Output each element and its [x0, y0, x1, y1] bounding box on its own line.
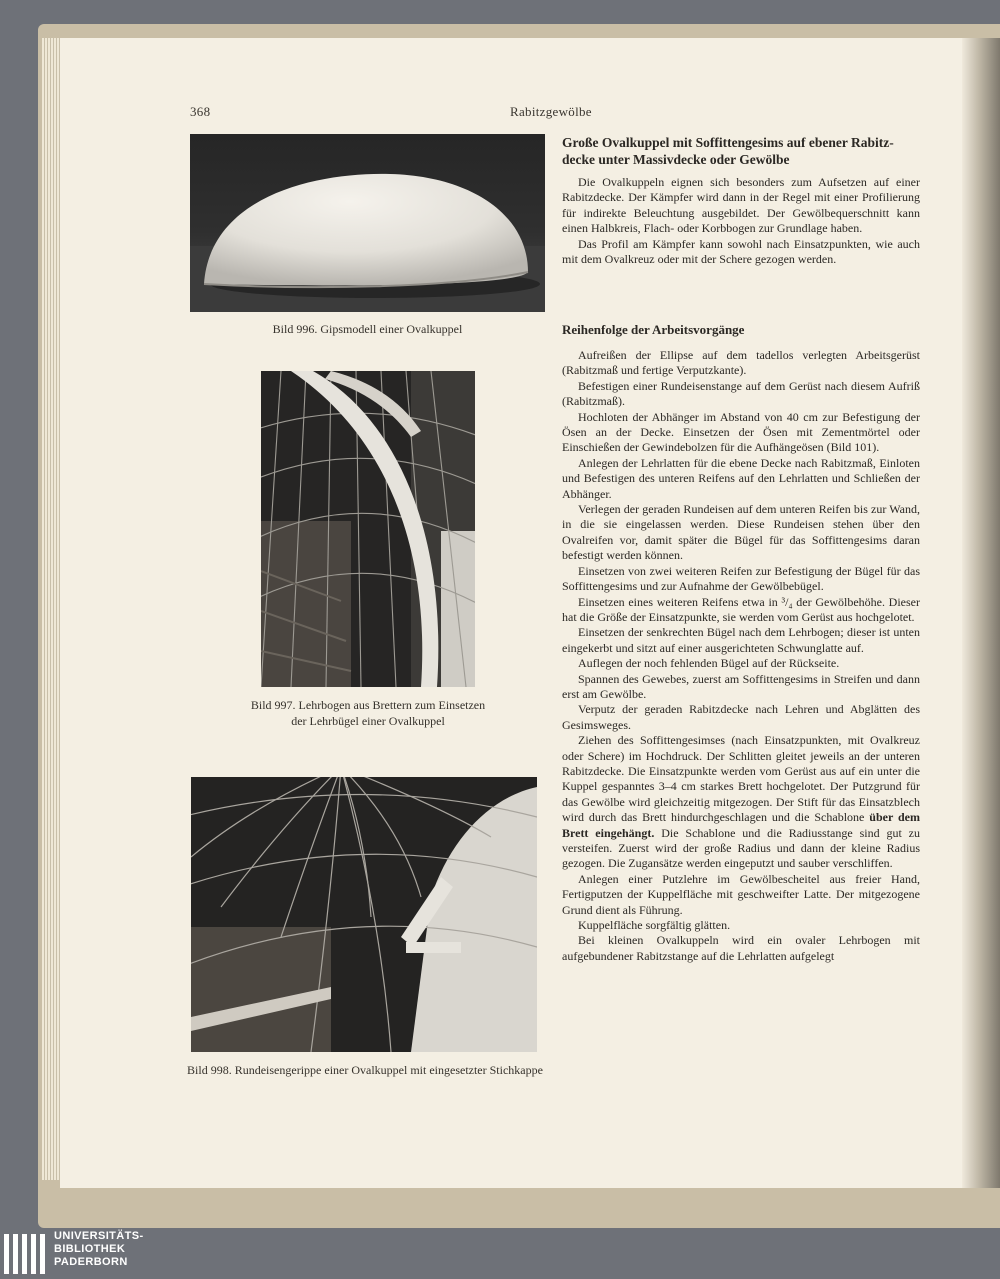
- bold-phrase: über dem Brett eingehängt.: [562, 810, 920, 840]
- plaster-dome-photo: [190, 134, 545, 312]
- paragraph: Spannen des Gewebes, zuerst am Soffittengesims in Streifen und dann erst am Gewölbe.: [562, 671, 920, 701]
- paragraph: Einsetzen eines weiteren Reifens etwa in ³/₄ der Gewölbehöhe. Dieser hat die Größe der Einsatzpunkte, sie werden vom Gerüst aus hochgelotet.: [562, 594, 920, 624]
- paragraph: Anlegen der Lehrlatten für die ebene Decke nach Rabitzmaß, Einloten und Befestigen des unteren Reifens auf den Lehrlatten und Schließen der Abhänger.: [562, 455, 920, 501]
- paragraph: Bei kleinen Ovalkuppeln wird ein ovaler Lehrbogen mit aufgebundener Rabitzstange auf die Lehrlatten aufgelegt: [562, 933, 920, 963]
- figure-998-caption: Bild 998. Rundeisengerippe einer Ovalkuppel mit eingesetzter Stichkappe: [187, 1063, 543, 1077]
- paragraph: [562, 733, 920, 872]
- running-title: Rabitzgewölbe: [510, 104, 592, 119]
- section-heading: Große Ovalkuppel mit Soffittengesims auf ebener Rabitzdecke unter Massivdecke oder Gewölbe: [562, 135, 894, 167]
- logo-line: UNIVERSITÄTS-: [54, 1230, 144, 1242]
- figure-998-photo: [191, 777, 537, 1052]
- book-gutter: [962, 38, 1000, 1188]
- section-ovalkuppel: [562, 134, 920, 267]
- paragraph: Verlegen der geraden Rundeisen auf dem unteren Reifen bis zur Wand, in die sie eingelassen werden. Diese Rundeisen stehen über den Ovalreifen vor, damit später die Bügel für das Soffittengesims daran befestigt werden können.: [562, 502, 920, 563]
- library-logo-icon: [4, 1234, 48, 1274]
- paragraph: Die Ovalkuppeln eignen sich besonders zum Aufsetzen auf einer Rabitzdecke. Der Kämpfer wird dann in der Regel mit einer Profilierung für indirekte Beleuchtung ausgebildet. Der Gewölbequerschnitt kann einen Halbkreis, Flach- oder Korbbogen zur Grundlage haben.: [562, 175, 920, 236]
- figure-996-photo: [190, 134, 545, 312]
- section-arbeitsvorgaenge: [562, 321, 920, 964]
- paragraph-text: Die Schablone und die Radiusstange sind gut zu versteifen. Zuerst wird der große Radius und dann der kleine Radius gezogen. Die Zugansätze werden eingeputzt und sauber verschliffen.: [562, 825, 920, 871]
- logo-line: BIBLIOTHEK: [54, 1243, 126, 1255]
- paragraph: Hochloten der Abhänger im Abstand von 40 cm zur Befestigung der Ösen an der Decke. Einsetzen der Ösen mit Zementmörtel oder Einschießen der Gewindebolzen für die Aufhängeösen (Bild 101).: [562, 409, 920, 455]
- paragraph: Aufreißen der Ellipse auf dem tadellos verlegten Arbeitsgerüst (Rabitzmaß und fertige Verputzkante).: [562, 348, 920, 378]
- figure-996-caption: Bild 996. Gipsmodell einer Ovalkuppel: [272, 322, 463, 336]
- paragraph: Einsetzen von zwei weiteren Reifen zur Befestigung der Bügel für das Soffittengesims und zur Aufnahme der Gewölbebügel.: [562, 563, 920, 594]
- figure-997-photo: [261, 371, 475, 687]
- page-number: 368: [190, 104, 211, 119]
- paragraph: Befestigen einer Rundeisenstange auf dem Gerüst nach diesem Aufriß (Rabitzmaß).: [562, 378, 920, 409]
- section-heading: Reihenfolge der Arbeitsvorgänge: [562, 322, 745, 337]
- paragraph: Anlegen einer Putzlehre im Gewölbescheitel aus freier Hand, Fertigputzen der Kuppelfläche mit geschweifter Latte. Der mitgezogene Grund dient als Führung.: [562, 871, 920, 917]
- paragraph-text: Ziehen des Soffittengesimses (nach Einsatzpunkten, mit Ovalkreuz oder Schere) im Hochdruck. Der Schlitten gleitet jeweils an der unteren Rabitzdecke. Die Einsatzpunkte werden vom Gerüst aus auf ein unter die Kuppel gespanntes 3–4 cm starkes Brett hochgelotet. Der Putzgrund für das Gewölbe wird gleichzeitig mitgezogen. Der Stift für das Einsatzblech wird durch das Brett hindurchgeschlagen und die Schablone: [562, 733, 920, 825]
- paragraph: Einsetzen der senkrechten Bügel nach dem Lehrbogen; dieser ist unten eingekerbt und sitzt auf einer ausgerichteten Schwunglatte auf.: [562, 625, 920, 655]
- logo-line: PADERBORN: [54, 1256, 128, 1268]
- figure-997-caption: Bild 997. Lehrbogen aus Brettern zum Einsetzen der Lehrbügel einer Ovalkuppel: [250, 698, 486, 728]
- iron-rib-skeleton-photo: [191, 777, 537, 1052]
- paragraph: Verputz der geraden Rabitzdecke nach Lehren und Abglätten des Gesimsweges.: [562, 702, 920, 732]
- paragraph: Kuppelfläche sorgfältig glätten.: [578, 918, 731, 933]
- library-logo-text: [54, 1230, 254, 1269]
- paragraph: Auflegen der noch fehlenden Bügel auf der Rückseite.: [578, 656, 840, 671]
- paragraph: Das Profil am Kämpfer kann sowohl nach Einsatzpunkten, wie auch mit dem Ovalkreuz oder mit der Schere gezogen werden.: [562, 236, 920, 267]
- template-arch-photo: [261, 371, 475, 687]
